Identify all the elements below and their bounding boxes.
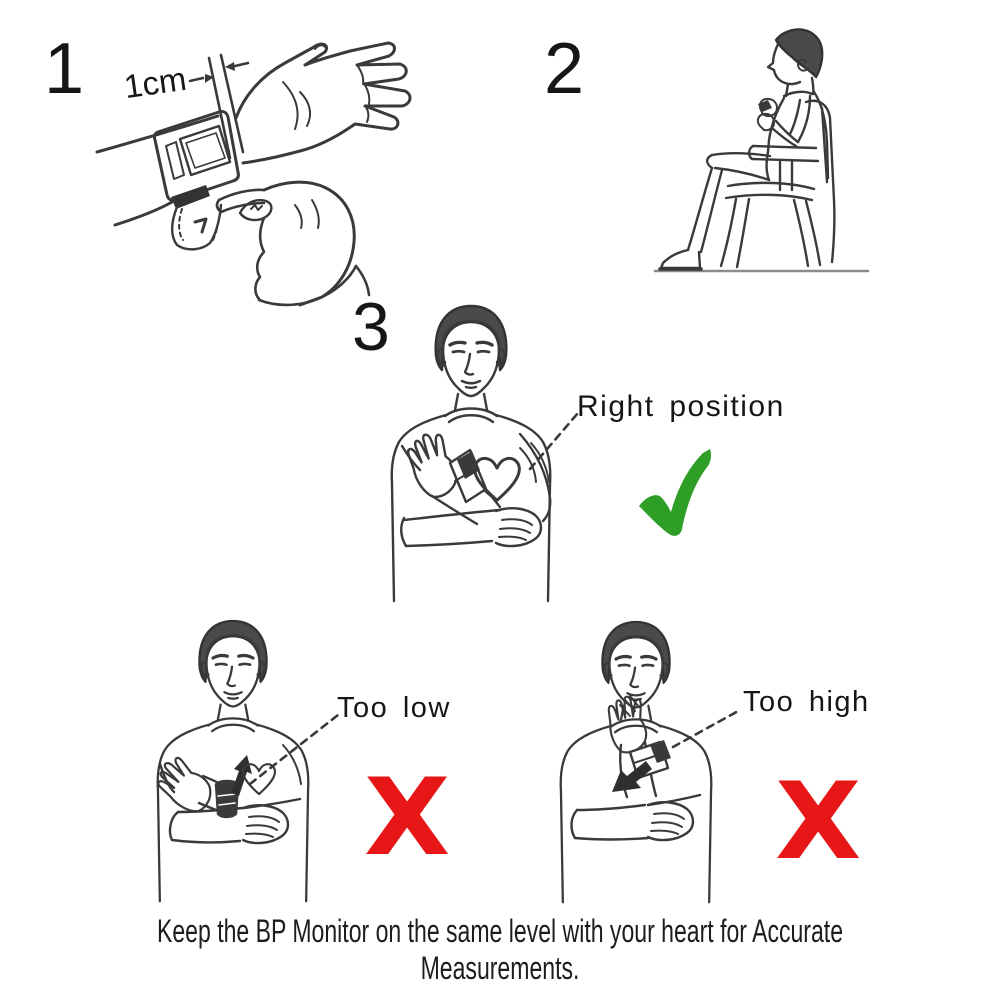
supporting-hand [496,508,541,546]
right-position-figure [392,306,578,601]
step-number-2: 2 [544,29,585,109]
x-icon: X [364,756,451,880]
step2-seated-posture-illustration [655,29,868,271]
open-palm-hand [236,43,410,163]
too-low-label: Too low [337,692,451,724]
arrow-up-icon [231,755,252,796]
wrist-monitor-device [154,112,238,209]
too-low-figure [151,621,338,901]
chair [721,101,834,267]
right-position-label: Right position [577,390,785,423]
adjusting-hand [217,182,369,305]
measure-arrow-left-icon [225,62,235,71]
too-high-figure [561,622,740,902]
cuff-gap-label: 1cm [121,59,189,106]
supporting-hand [648,802,693,840]
too-high-label: Too high [743,686,870,718]
supporting-hand [243,805,288,843]
cuff-strap [172,205,221,249]
leader-line-too-high [673,710,740,747]
step-number-3: 3 [352,289,390,365]
step-number-1: 1 [44,29,85,109]
check-icon [639,449,711,536]
caption-text: Keep the BP Monitor on the same level with your heart for Accurate Measurements. [156,913,844,986]
x-icon: X [775,760,862,884]
